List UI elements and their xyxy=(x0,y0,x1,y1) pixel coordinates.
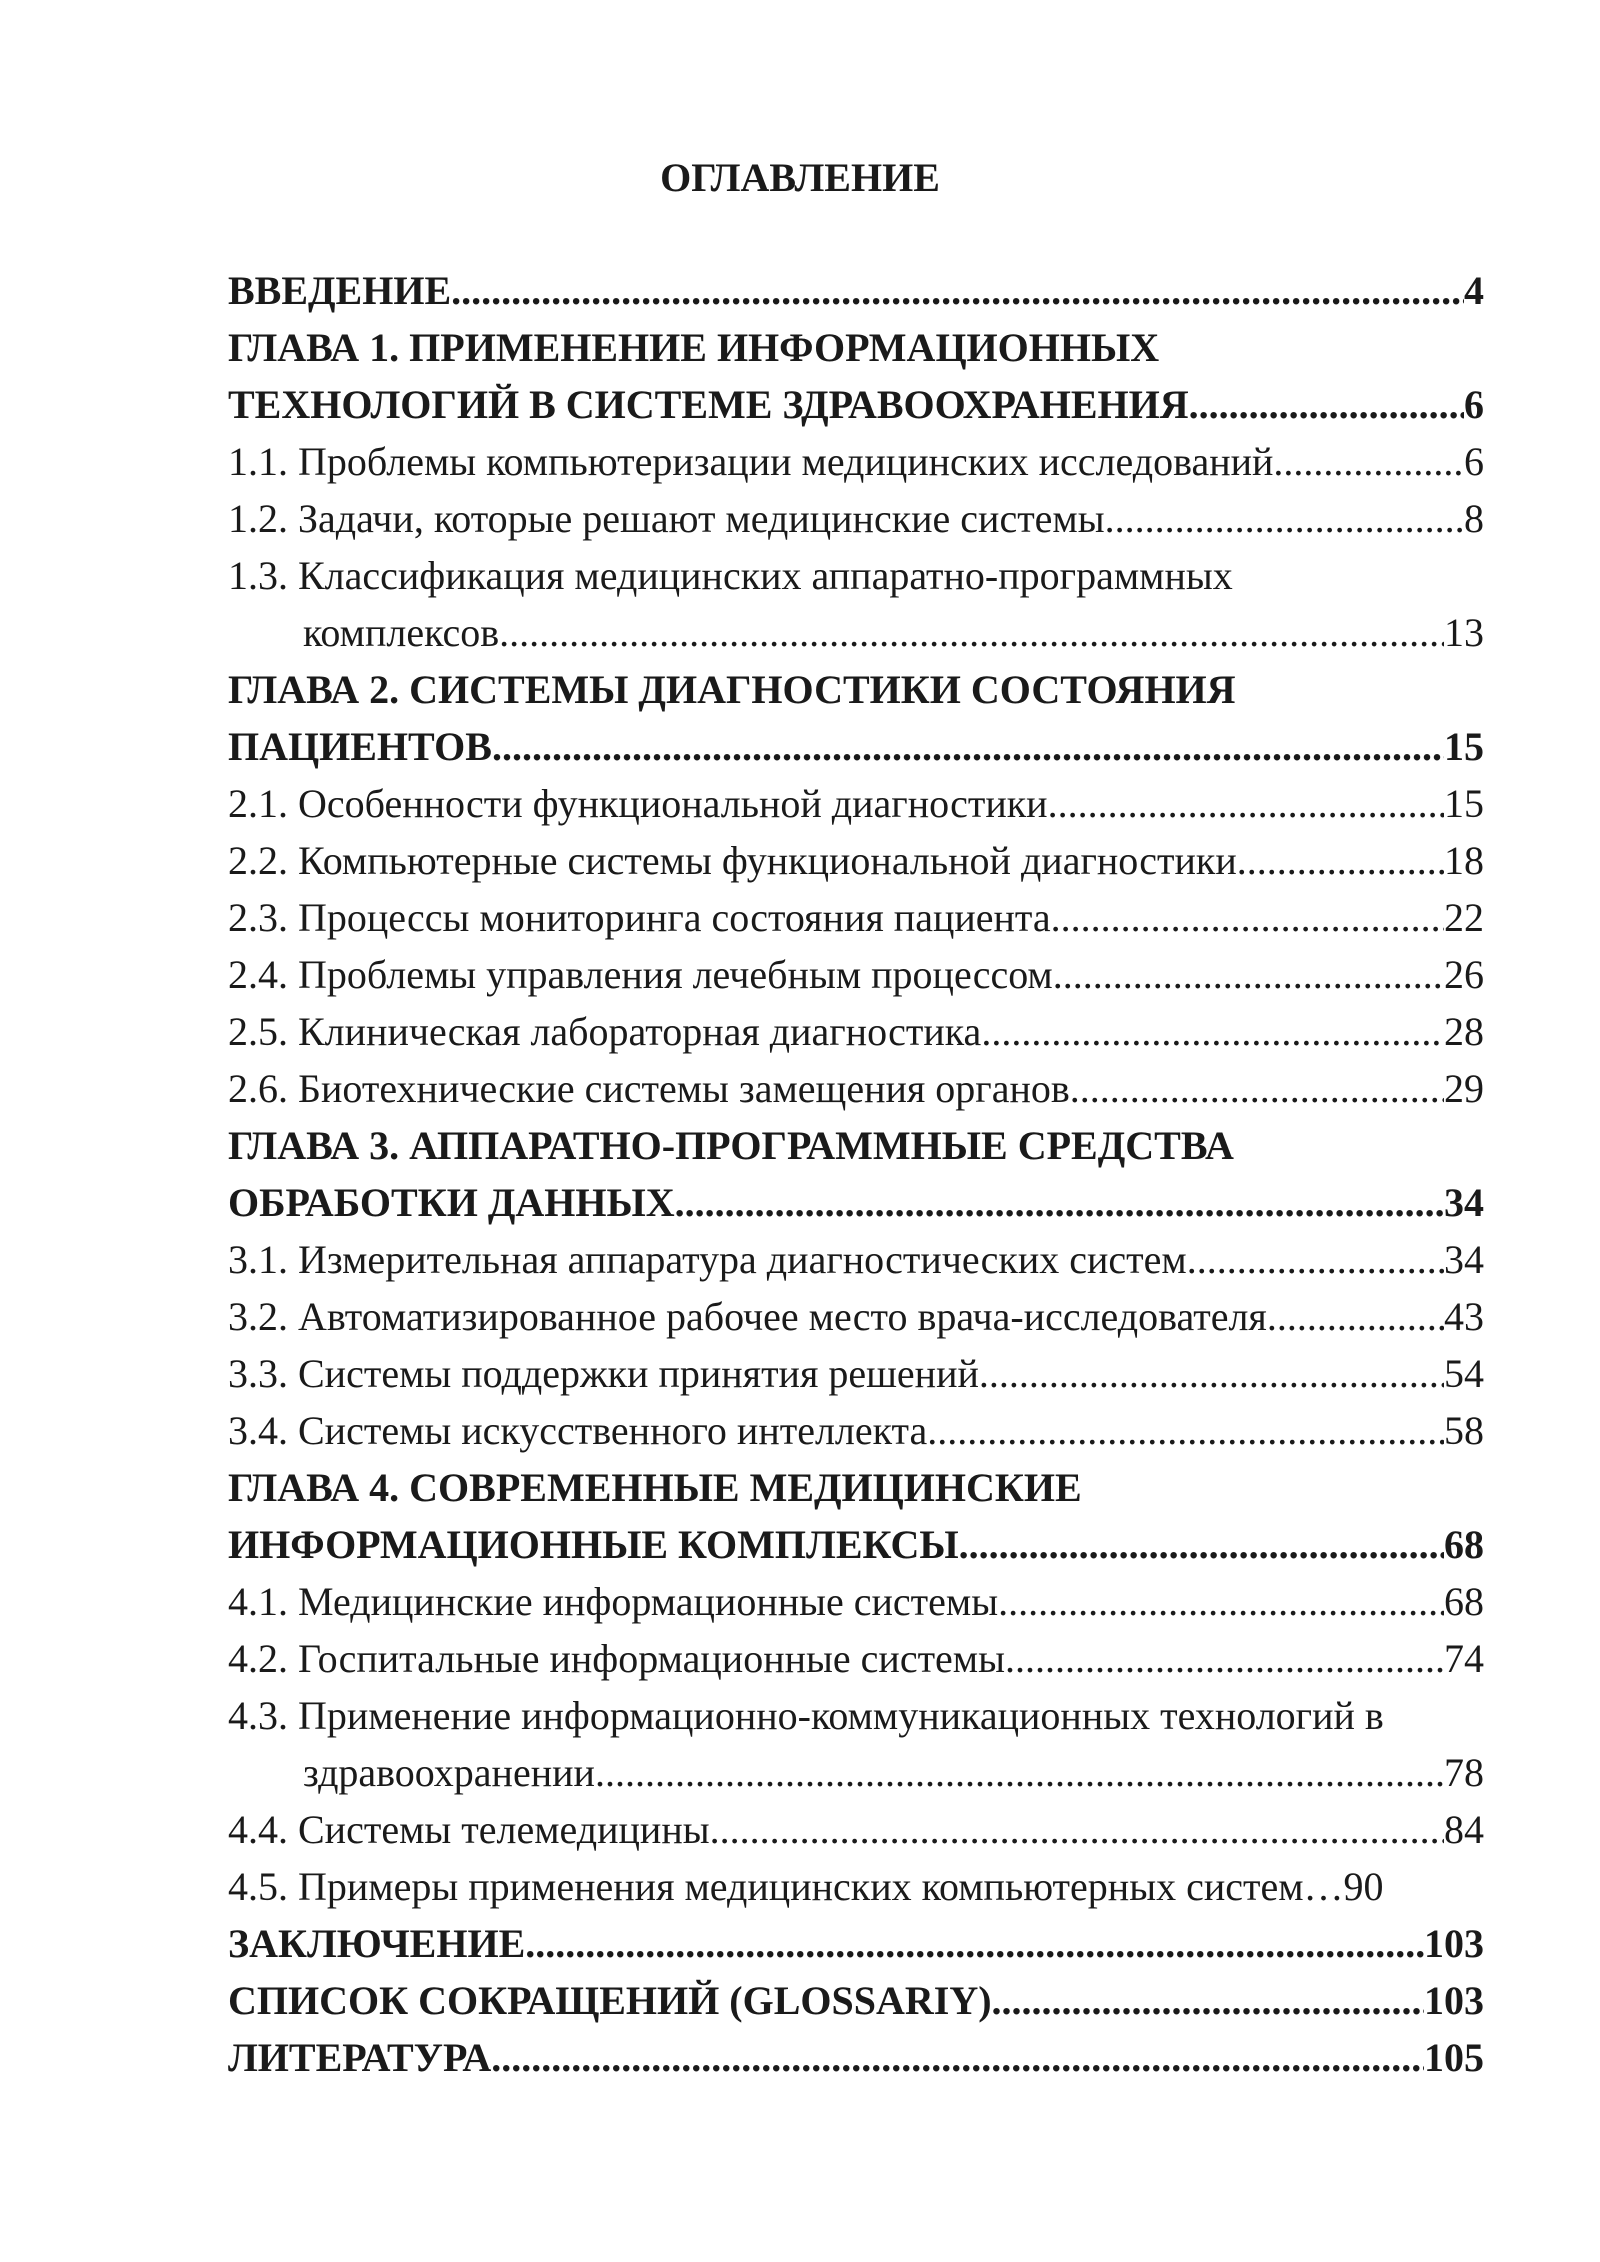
toc-entry-introduction[interactable] xyxy=(228,262,1484,319)
toc-page-number: 15 xyxy=(1444,724,1484,769)
toc-section-number: 2.1. xyxy=(228,781,288,826)
toc-entry-title: Процессы мониторинга состояния пациента xyxy=(298,895,1051,940)
toc-page-number: 6 xyxy=(1464,382,1484,427)
dot-leader xyxy=(675,1174,1444,1231)
toc-entry-title: Медицинские информационные системы xyxy=(298,1579,999,1624)
dot-leader xyxy=(981,1003,1444,1060)
toc-chapter-3-line-1[interactable] xyxy=(228,1117,1484,1174)
toc-section-number: 4.2. xyxy=(228,1636,288,1681)
toc-entry-title: Биотехнические системы замещения органов xyxy=(298,1066,1070,1111)
toc-entry-title: ЛИТЕРАТУРА xyxy=(228,2035,492,2080)
toc-entry-title-continued: ПАЦИЕНТОВ xyxy=(228,724,492,769)
toc-entry-title: Особенности функциональной диагностики xyxy=(298,781,1048,826)
toc-section-number: 4.5. xyxy=(228,1864,288,1909)
dot-leader xyxy=(1273,433,1464,490)
toc-page-number: 13 xyxy=(1444,610,1484,655)
toc-page-number: 43 xyxy=(1444,1294,1484,1339)
toc-page-number: 74 xyxy=(1444,1636,1484,1681)
toc-entry-title: СПИСОК СОКРАЩЕНИЙ (GLOSSARIY) xyxy=(228,1978,992,2023)
toc-entry-title-continued: здравоохранении xyxy=(303,1750,595,1795)
toc-section-number: 4.4. xyxy=(228,1807,288,1852)
toc-section-number: 4.1. xyxy=(228,1579,288,1624)
toc-page-number: 84 xyxy=(1444,1807,1484,1852)
toc-section-2-2[interactable] xyxy=(228,832,1484,889)
toc-page-number: 58 xyxy=(1444,1408,1484,1453)
toc-entry-title: Системы искусственного интеллекта xyxy=(298,1408,928,1453)
toc-section-number: 1.2. xyxy=(228,496,288,541)
toc-section-3-2[interactable] xyxy=(228,1288,1484,1345)
toc-section-4-3-line-2[interactable] xyxy=(228,1744,1484,1801)
toc-entry-title: Системы телемедицины xyxy=(298,1807,710,1852)
dot-leader xyxy=(1267,1288,1444,1345)
toc-section-number: 3.2. xyxy=(228,1294,288,1339)
toc-entry-title: Проблемы управления лечебным процессом xyxy=(298,952,1053,997)
toc-entry-glossary[interactable] xyxy=(228,1972,1484,2029)
dot-leader xyxy=(927,1402,1444,1459)
toc-section-1-1[interactable] xyxy=(228,433,1484,490)
dot-leader xyxy=(979,1345,1444,1402)
toc-entry-title: Классификация медицинских аппаратно-программных xyxy=(298,553,1233,598)
toc-section-4-5[interactable] xyxy=(228,1858,1484,1915)
toc-entry-title: ГЛАВА 4. СОВРЕМЕННЫЕ МЕДИЦИНСКИЕ xyxy=(228,1465,1082,1510)
toc-entry-title: Госпитальные информационные системы xyxy=(298,1636,1005,1681)
toc-page-number: 103 xyxy=(1424,1921,1484,1966)
dot-leader xyxy=(959,1516,1444,1573)
toc-chapter-2-line-2[interactable] xyxy=(228,718,1484,775)
toc-section-2-4[interactable] xyxy=(228,946,1484,1003)
toc-entry-title: Автоматизированное рабочее место врача-исследователя xyxy=(298,1294,1267,1339)
dot-leader xyxy=(491,2029,1424,2086)
toc-section-1-3-line-1[interactable] xyxy=(228,547,1484,604)
table-of-contents xyxy=(228,262,1484,2086)
dot-leader xyxy=(595,1744,1444,1801)
toc-page-number: 6 xyxy=(1464,439,1484,484)
toc-entry-title: Клиническая лабораторная диагностика xyxy=(298,1009,982,1054)
dot-leader xyxy=(1051,889,1444,946)
toc-page-number: 26 xyxy=(1444,952,1484,997)
dot-leader xyxy=(1070,1060,1444,1117)
dot-leader xyxy=(992,1972,1424,2029)
toc-entry-title: Компьютерные системы функциональной диагностики xyxy=(298,838,1237,883)
toc-section-number: 3.3. xyxy=(228,1351,288,1396)
toc-page-number: 15 xyxy=(1444,781,1484,826)
toc-section-3-4[interactable] xyxy=(228,1402,1484,1459)
toc-page-number: 34 xyxy=(1444,1237,1484,1282)
toc-entry-literature[interactable] xyxy=(228,2029,1484,2086)
toc-page-number: 78 xyxy=(1444,1750,1484,1795)
toc-chapter-4-line-2[interactable] xyxy=(228,1516,1484,1573)
dot-leader xyxy=(499,604,1444,661)
toc-entry-conclusion[interactable] xyxy=(228,1915,1484,1972)
toc-entry-title-continued: комплексов xyxy=(303,610,500,655)
toc-entry-title: Применение информационно-коммуникационных технологий в xyxy=(298,1693,1384,1738)
dot-leader xyxy=(710,1801,1444,1858)
toc-section-2-5[interactable] xyxy=(228,1003,1484,1060)
toc-entry-title-continued: ИНФОРМАЦИОННЫЕ КОМПЛЕКСЫ xyxy=(228,1522,959,1567)
toc-section-1-3-line-2[interactable] xyxy=(228,604,1484,661)
toc-entry-title-continued: ТЕХНОЛОГИЙ В СИСТЕМЕ ЗДРАВООХРАНЕНИЯ xyxy=(228,382,1189,427)
toc-chapter-4-line-1[interactable] xyxy=(228,1459,1484,1516)
toc-page-number: 29 xyxy=(1444,1066,1484,1111)
toc-section-number: 2.2. xyxy=(228,838,288,883)
toc-chapter-1-line-2[interactable] xyxy=(228,376,1484,433)
toc-entry-title: Задачи, которые решают медицинские системы xyxy=(298,496,1105,541)
toc-entry-title: Системы поддержки принятия решений xyxy=(298,1351,979,1396)
toc-page-number: 28 xyxy=(1444,1009,1484,1054)
toc-page-number: 8 xyxy=(1464,496,1484,541)
toc-page-number: 68 xyxy=(1444,1522,1484,1567)
toc-entry-title: ГЛАВА 3. АППАРАТНО-ПРОГРАММНЫЕ СРЕДСТВА xyxy=(228,1123,1234,1168)
toc-section-number: 3.4. xyxy=(228,1408,288,1453)
toc-section-number: 2.3. xyxy=(228,895,288,940)
toc-page-number: 54 xyxy=(1444,1351,1484,1396)
toc-section-number: 1.3. xyxy=(228,553,288,598)
page-title: ОГЛАВЛЕНИЕ xyxy=(660,155,940,200)
toc-page-number: 68 xyxy=(1444,1579,1484,1624)
toc-page-number: 18 xyxy=(1444,838,1484,883)
toc-chapter-3-line-2[interactable] xyxy=(228,1174,1484,1231)
toc-page-number: 105 xyxy=(1424,2035,1484,2080)
toc-entry-title: ЗАКЛЮЧЕНИЕ xyxy=(228,1921,526,1966)
dot-leader xyxy=(451,262,1464,319)
toc-page-number: 4 xyxy=(1464,268,1484,313)
toc-chapter-2-line-1[interactable] xyxy=(228,661,1484,718)
toc-section-number: 2.4. xyxy=(228,952,288,997)
toc-section-number: 1.1. xyxy=(228,439,288,484)
dot-leader xyxy=(1237,832,1444,889)
toc-section-number: 2.6. xyxy=(228,1066,288,1111)
dot-leader xyxy=(1105,490,1464,547)
toc-section-4-4[interactable] xyxy=(228,1801,1484,1858)
dot-leader xyxy=(1187,1231,1444,1288)
toc-section-number: 2.5. xyxy=(228,1009,288,1054)
toc-section-3-3[interactable] xyxy=(228,1345,1484,1402)
dot-leader xyxy=(1005,1630,1444,1687)
toc-entry-title: Проблемы компьютеризации медицинских исследований xyxy=(298,439,1274,484)
dot-leader xyxy=(1189,376,1464,433)
toc-section-4-2[interactable] xyxy=(228,1630,1484,1687)
toc-section-4-1[interactable] xyxy=(228,1573,1484,1630)
toc-section-number: 3.1. xyxy=(228,1237,288,1282)
toc-page-number: 90 xyxy=(1343,1864,1384,1909)
dot-leader xyxy=(492,718,1444,775)
toc-section-1-2[interactable] xyxy=(228,490,1484,547)
toc-section-4-3-line-1[interactable] xyxy=(228,1687,1484,1744)
toc-section-2-3[interactable] xyxy=(228,889,1484,946)
toc-section-3-1[interactable] xyxy=(228,1231,1484,1288)
toc-section-number: 4.3. xyxy=(228,1693,288,1738)
dot-leader xyxy=(525,1915,1424,1972)
dot-leader xyxy=(1048,775,1444,832)
toc-page-number: 103 xyxy=(1424,1978,1484,2023)
toc-entry-title: Примеры применения медицинских компьютерных систем… xyxy=(298,1864,1344,1909)
dot-leader xyxy=(1053,946,1444,1003)
toc-entry-title: Измерительная аппаратура диагностических систем xyxy=(298,1237,1187,1282)
toc-entry-title: ВВЕДЕНИЕ xyxy=(228,268,452,313)
toc-page-number: 22 xyxy=(1444,895,1484,940)
toc-section-2-1[interactable] xyxy=(228,775,1484,832)
toc-entry-title-continued: ОБРАБОТКИ ДАННЫХ xyxy=(228,1180,675,1225)
toc-entry-title: ГЛАВА 1. ПРИМЕНЕНИЕ ИНФОРМАЦИОННЫХ xyxy=(228,325,1160,370)
toc-section-2-6[interactable] xyxy=(228,1060,1484,1117)
toc-page-number: 34 xyxy=(1444,1180,1484,1225)
dot-leader xyxy=(998,1573,1444,1630)
toc-entry-title: ГЛАВА 2. СИСТЕМЫ ДИАГНОСТИКИ СОСТОЯНИЯ xyxy=(228,667,1236,712)
toc-chapter-1-line-1[interactable] xyxy=(228,319,1484,376)
